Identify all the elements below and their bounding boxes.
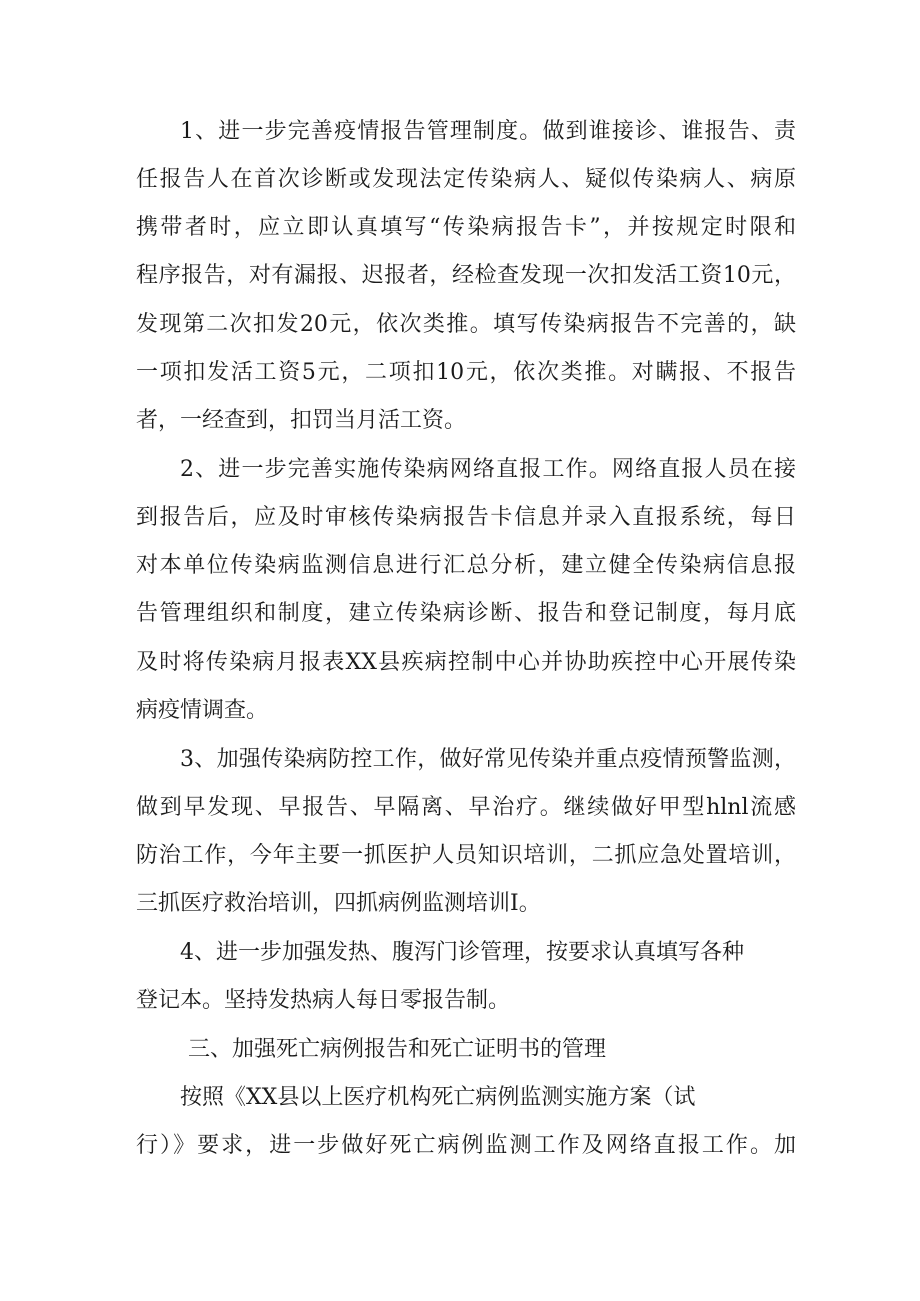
paragraph-4-line-2: 登记本。坚持发热病人每日零报告制。 [136, 988, 511, 1013]
paragraph-1-line-3: 携带者时，应立即认真填写“传染病报告卡”，并按规定时限和 [136, 215, 796, 240]
paragraph-2-line-1: 2、进一步完善实施传染病网络直报工作。网络直报人员在接 [180, 457, 796, 482]
paragraph-1-line-5: 发现第二次扣发20元，依次类推。填写传染病报告不完善的，缺 [136, 312, 796, 337]
paragraph-3-line-4: 三抓医疗救治培训，四抓病例监测培训I。 [136, 891, 541, 916]
paragraph-1-line-1: 1、进一步完善疫情报告管理制度。做到谁接诊、谁报告、责 [180, 119, 796, 144]
paragraph-4-line-1: 4、进一步加强发热、腹泻门诊管理，按要求认真填写各种 [180, 940, 744, 965]
paragraph-1-line-4: 程序报告，对有漏报、迟报者，经检查发现一次扣发活工资10元， [136, 263, 796, 288]
paragraph-3-line-3: 防治工作，今年主要一抓医护人员知识培训，二抓应急处置培训， [136, 843, 796, 868]
paragraph-2-line-3: 对本单位传染病监测信息进行汇总分析，建立健全传染病信息报 [136, 553, 796, 578]
paragraph-2-line-2: 到报告后，应及时审核传染病报告卡信息并录入直报系统，每日 [136, 505, 796, 530]
paragraph-3-line-2: 做到早发现、早报告、早隔离、早治疗。继续做好甲型hlnl流感 [136, 795, 796, 820]
paragraph-2-line-5: 及时将传染病月报表XX县疾病控制中心并协助疾控中心开展传染 [136, 650, 796, 675]
paragraph-1-line-6: 一项扣发活工资5元，二项扣10元，依次类推。对瞒报、不报告 [136, 360, 796, 385]
paragraph-3-line-1: 3、加强传染病防控工作，做好常见传染并重点疫情预警监测， [180, 747, 796, 772]
paragraph-1-line-2: 任报告人在首次诊断或发现法定传染病人、疑似传染病人、病原 [136, 167, 796, 192]
paragraph-5-line-1: 按照《XX县以上医疗机构死亡病例监测实施方案（试 [180, 1085, 696, 1110]
paragraph-2-line-4: 告管理组织和制度，建立传染病诊断、报告和登记制度，每月底 [136, 601, 796, 626]
paragraph-5-line-2: 行）》要求，进一步做好死亡病例监测工作及网络直报工作。加 [136, 1133, 796, 1158]
paragraph-2-line-6: 病疫情调查。 [136, 698, 269, 723]
section-heading-3: 三、加强死亡病例报告和死亡证明书的管理 [188, 1037, 607, 1062]
paragraph-1-line-7: 者，一经查到，扣罚当月活工资。 [136, 408, 467, 433]
